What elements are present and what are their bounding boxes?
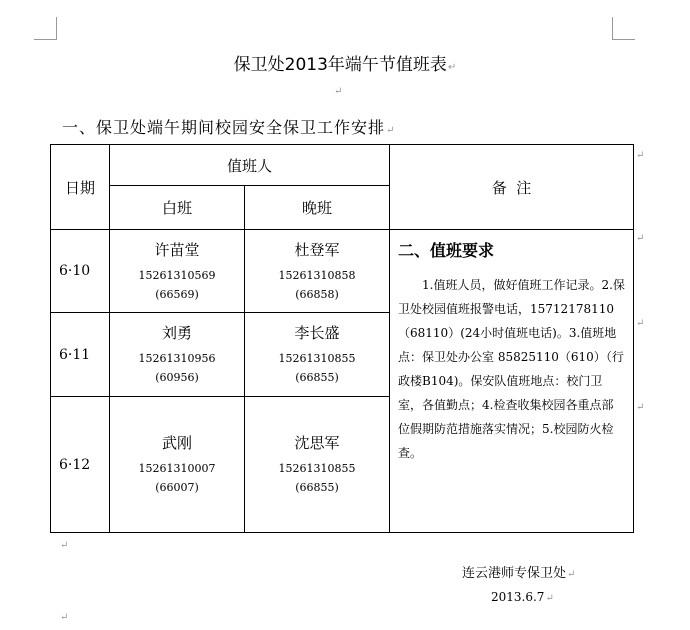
staff-phone: 15261310569 — [138, 268, 216, 282]
date-header-cell — [51, 145, 110, 230]
night-shift-cell — [245, 397, 390, 533]
date-header: 日期 — [64, 178, 95, 197]
day-shift-header-cell — [110, 186, 245, 230]
notes-header: 备 注 — [491, 178, 532, 197]
duty-table — [50, 144, 634, 533]
paragraph-mark-icon: ↵ — [545, 593, 554, 604]
staff-extension: (60956) — [155, 371, 199, 384]
page-corner-mark-top-left — [34, 17, 57, 40]
night-shift-cell — [245, 230, 390, 313]
paragraph-mark-icon: ↵ — [636, 318, 645, 329]
day-shift-cell — [110, 397, 245, 533]
date-cell — [51, 397, 110, 533]
day-shift-cell — [110, 230, 245, 313]
day-shift-cell — [110, 313, 245, 397]
staff-phone: 15261310007 — [138, 462, 216, 475]
staff-name: 武刚 — [161, 434, 192, 452]
notes-header-cell — [390, 145, 634, 230]
staff-phone: 15261310956 — [138, 352, 216, 365]
night-shift-header: 晚班 — [302, 199, 333, 217]
date-cell — [51, 230, 110, 313]
staff-name: 刘勇 — [161, 324, 192, 342]
staff-extension: (66007) — [155, 481, 199, 494]
document-title: 保卫处2013年端午节值班表 — [233, 55, 447, 75]
staff-extension: (66855) — [295, 481, 339, 494]
requirements-cell — [390, 230, 634, 533]
requirements-text: 1.值班人员，做好值班工作记录。2.保卫处校园值班报警电话，15712178110（68110）(24小时值班电话)。3.值班地点：保卫处办公室 85825110（610）（行政楼B104)。保安队值班地点：校门卫室，各值勤点；4.检查收集校园各重点部位假期防范措施落实情况；5.校园防火检查。 — [398, 278, 625, 460]
staff-name: 李长盛 — [294, 324, 340, 342]
staff-phone: 15261310855 — [278, 352, 356, 365]
staff-extension: (66855) — [295, 371, 339, 384]
paragraph-mark-icon: ↵ — [567, 569, 576, 580]
signature-org: 连云港师专保卫处 — [462, 566, 567, 581]
signature-date-line — [491, 590, 554, 604]
paragraph-mark-icon: ↵ — [60, 612, 69, 623]
table-header-row — [51, 145, 634, 186]
date-value: 6·12 — [59, 456, 91, 473]
staff-name: 沈思军 — [294, 434, 340, 452]
paragraph-mark-icon: ↵ — [636, 150, 645, 161]
date-value: 6·10 — [59, 263, 91, 279]
document-title-line — [0, 50, 690, 75]
staff-name: 杜登军 — [294, 240, 340, 259]
section-heading: 一、保卫处端午期间校园安全保卫工作安排 — [62, 118, 386, 137]
staff-phone: 15261310858 — [278, 268, 356, 282]
date-value: 6·11 — [59, 346, 91, 363]
paragraph-mark-icon: ↵ — [636, 402, 645, 413]
duty-header-cell — [110, 145, 390, 186]
staff-extension: (66569) — [155, 287, 199, 301]
night-shift-header-cell — [245, 186, 390, 230]
signature-org-line — [462, 562, 575, 581]
date-cell — [51, 313, 110, 397]
table-row — [51, 230, 634, 313]
paragraph-mark-icon: ↵ — [447, 62, 457, 73]
duty-header: 值班人 — [227, 156, 273, 175]
page-corner-mark-top-right — [612, 17, 635, 40]
section-heading-line — [62, 115, 395, 138]
staff-name: 许苗堂 — [154, 240, 200, 259]
paragraph-mark-icon: ↵ — [636, 233, 645, 244]
requirements-title: 二、值班要求 — [398, 241, 495, 260]
staff-phone: 15261310855 — [278, 462, 356, 475]
signature-date: 2013.6.7 — [491, 590, 545, 604]
staff-extension: (66858) — [295, 287, 339, 301]
paragraph-mark-icon: ↵ — [334, 86, 343, 97]
paragraph-mark-icon: ↵ — [60, 540, 69, 551]
paragraph-mark-icon: ↵ — [386, 125, 396, 136]
day-shift-header: 白班 — [161, 199, 192, 217]
night-shift-cell — [245, 313, 390, 397]
